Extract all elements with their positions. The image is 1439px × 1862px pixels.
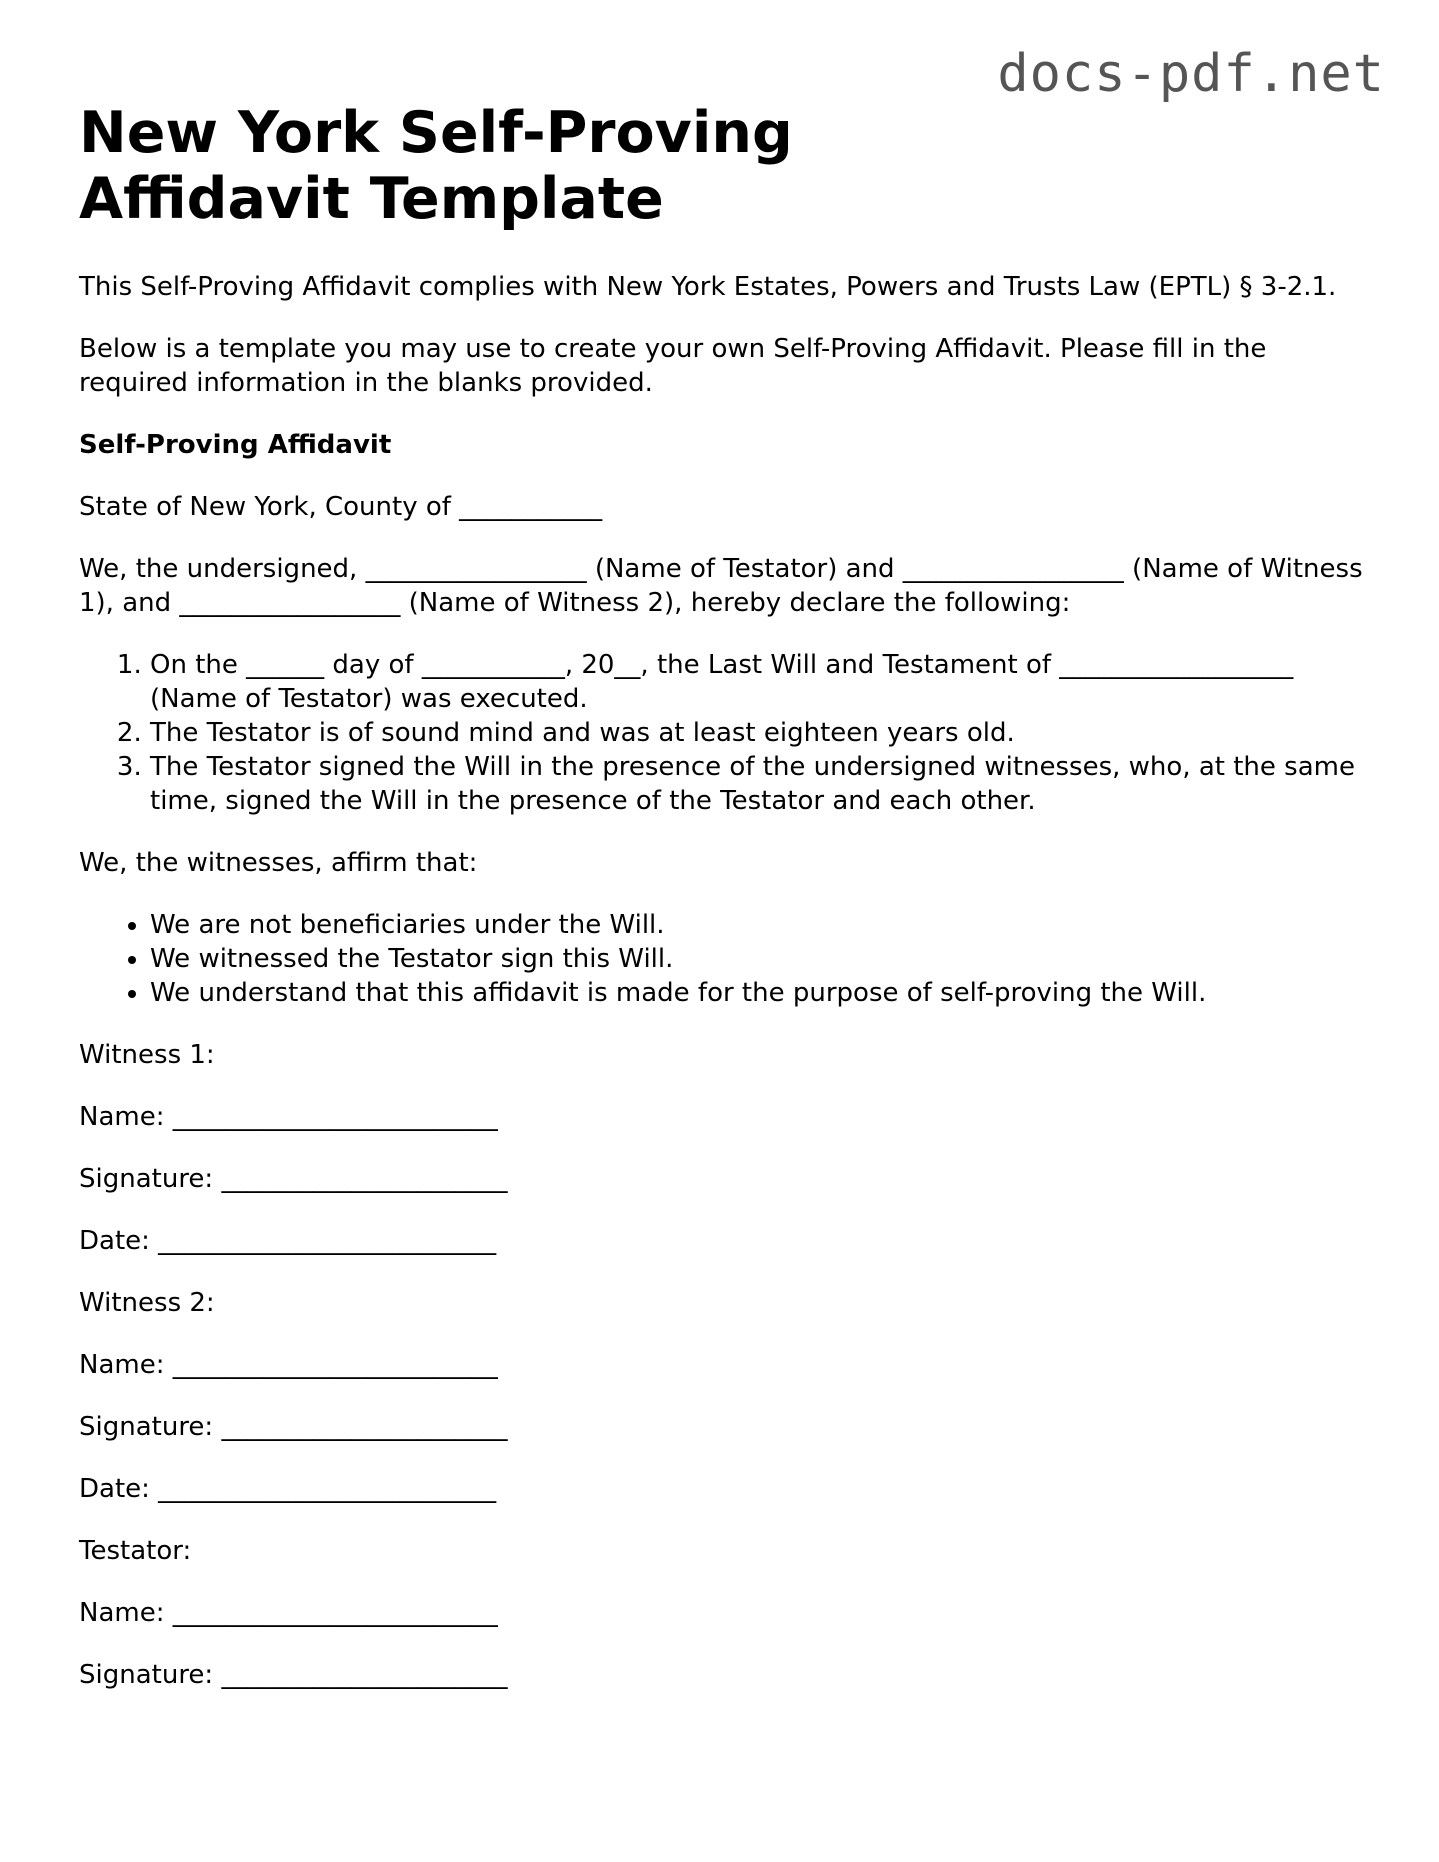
document-content <box>79 100 1379 1720</box>
witness1-label: Witness 1: <box>79 1040 215 1070</box>
affirm-intro: We, the witnesses, affirm that: <box>79 848 478 878</box>
list-item: • We are not beneficiaries under the Will. <box>150 908 1379 942</box>
watermark: docs-pdf.net <box>997 44 1385 104</box>
witness1-date-field: Date: __________________________ <box>79 1226 497 1256</box>
witness2-name-field: Name: _________________________ <box>79 1350 498 1380</box>
statements-list <box>79 648 1379 818</box>
list-item: • We witnessed the Testator sign this Will. <box>150 942 1379 976</box>
affirmations-list <box>79 908 1379 1010</box>
testator-name-field: Name: _________________________ <box>79 1598 498 1628</box>
witness2-label: Witness 2: <box>79 1288 215 1318</box>
page-title: New York Self-Proving Affidavit Template <box>79 100 793 232</box>
witness1-name-field: Name: _________________________ <box>79 1102 498 1132</box>
witness2-signature-field: Signature: ______________________ <box>79 1412 508 1442</box>
instructions-paragraph: Below is a template you may use to create your own Self-Proving Affidavit. Please fill in the required information in the blanks provided. <box>79 334 1267 398</box>
testator-signature-field: Signature: ______________________ <box>79 1660 508 1690</box>
list-item: 1. On the ______ day of ___________, 20__, the Last Will and Testament of __________________ (Name of Testator) was executed. <box>150 648 1379 716</box>
witness2-date-field: Date: __________________________ <box>79 1474 497 1504</box>
venue-line: State of New York, County of ___________ <box>79 492 603 522</box>
declaration-paragraph: We, the undersigned, _________________ (Name of Testator) and _________________ (Name of Witness 1), and _________________ (Name of Witness 2), hereby declare the following: <box>79 554 1363 618</box>
witness1-signature-field: Signature: ______________________ <box>79 1164 508 1194</box>
testator-label: Testator: <box>79 1536 192 1566</box>
affidavit-heading: Self-Proving Affidavit <box>79 430 392 460</box>
compliance-paragraph: This Self-Proving Affidavit complies with New York Estates, Powers and Trusts Law (EPTL) § 3-2.1. <box>79 272 1337 302</box>
list-item: 3. The Testator signed the Will in the presence of the undersigned witnesses, who, at the same time, signed the Will in the presence of the Testator and each other. <box>150 750 1379 818</box>
list-item: 2. The Testator is of sound mind and was at least eighteen years old. <box>150 716 1379 750</box>
list-item: • We understand that this affidavit is made for the purpose of self-proving the Will. <box>150 976 1379 1010</box>
